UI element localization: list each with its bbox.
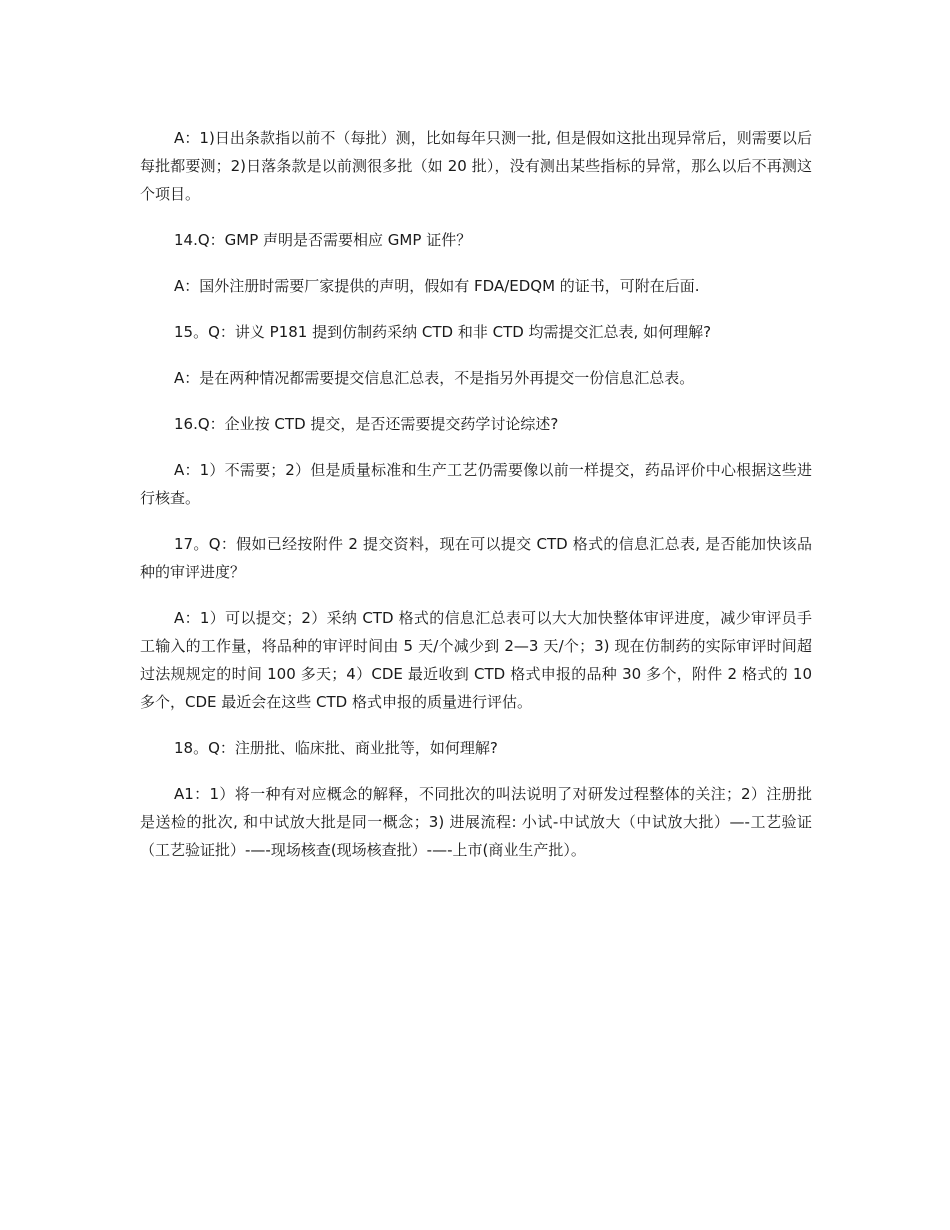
question-14: 14.Q：GMP 声明是否需要相应 GMP 证件？ (174, 231, 472, 249)
answer-17: A：1）可以提交；2）采纳 CTD 格式的信息汇总表可以大大加快整体审评进度，减少审评员手工输入的工作量，将品种的审评时间由 5 天/个减少到 2—3 天/个；3) 现在仿制药的实际审评时间超过法规规定的时间 100 多天；4）CDE 最近收到 CTD 格式申报的品种 30 多个，附件 2 格式的 10 多个，CDE 最近会在这些 CTD 格式申报的质量进行评估。 (140, 609, 812, 711)
paragraph-spacer (140, 438, 812, 456)
paragraph-spacer (140, 300, 812, 318)
paragraph-spacer (140, 208, 812, 226)
paragraph-spacer (140, 716, 812, 734)
answer-14: A：国外注册时需要厂家提供的声明，假如有 FDA/EDQM 的证书，可附在后面. (174, 277, 700, 295)
paragraph-spacer (140, 762, 812, 780)
paragraph-spacer (140, 392, 812, 410)
paragraph-spacer (140, 586, 812, 604)
answer-16: A：1）不需要；2）但是质量标准和生产工艺仍需要像以前一样提交，药品评价中心根据这些进行核查。 (140, 461, 812, 507)
question-18: 18。Q：注册批、临床批、商业批等，如何理解? (174, 739, 498, 757)
question-15: 15。Q：讲义 P181 提到仿制药采纳 CTD 和非 CTD 均需提交汇总表, 如何理解? (174, 323, 712, 341)
question-16: 16.Q：企业按 CTD 提交，是否还需要提交药学讨论综述? (174, 415, 559, 433)
answer-15: A：是在两种情况都需要提交信息汇总表，不是指另外再提交一份信息汇总表。 (174, 369, 695, 387)
question-17: 17。Q：假如已经按附件 2 提交资料，现在可以提交 CTD 格式的信息汇总表, 是否能加快该品种的审评进度？ (140, 535, 812, 581)
paragraph-spacer (140, 346, 812, 364)
answer-18: A1：1）将一种有对应概念的解释，不同批次的叫法说明了对研发过程整体的关注；2）注册批是送检的批次, 和中试放大批是同一概念；3) 进展流程: 小试-中试放大（中试放大批）—-工艺验证（工艺验证批）-—-现场核查(现场核查批）-—-上市(商业生产批）。 (140, 785, 812, 859)
paragraph-spacer (140, 254, 812, 272)
document-body (140, 124, 812, 864)
paragraph-spacer (140, 512, 812, 530)
paragraph-sunrise-sunset-answer: A：1)日出条款指以前不（每批）测，比如每年只测一批, 但是假如这批出现异常后，则需要以后每批都要测；2)日落条款是以前测很多批（如 20 批），没有测出某些指标的异常，那么以后不再测这个项目。 (140, 129, 812, 203)
